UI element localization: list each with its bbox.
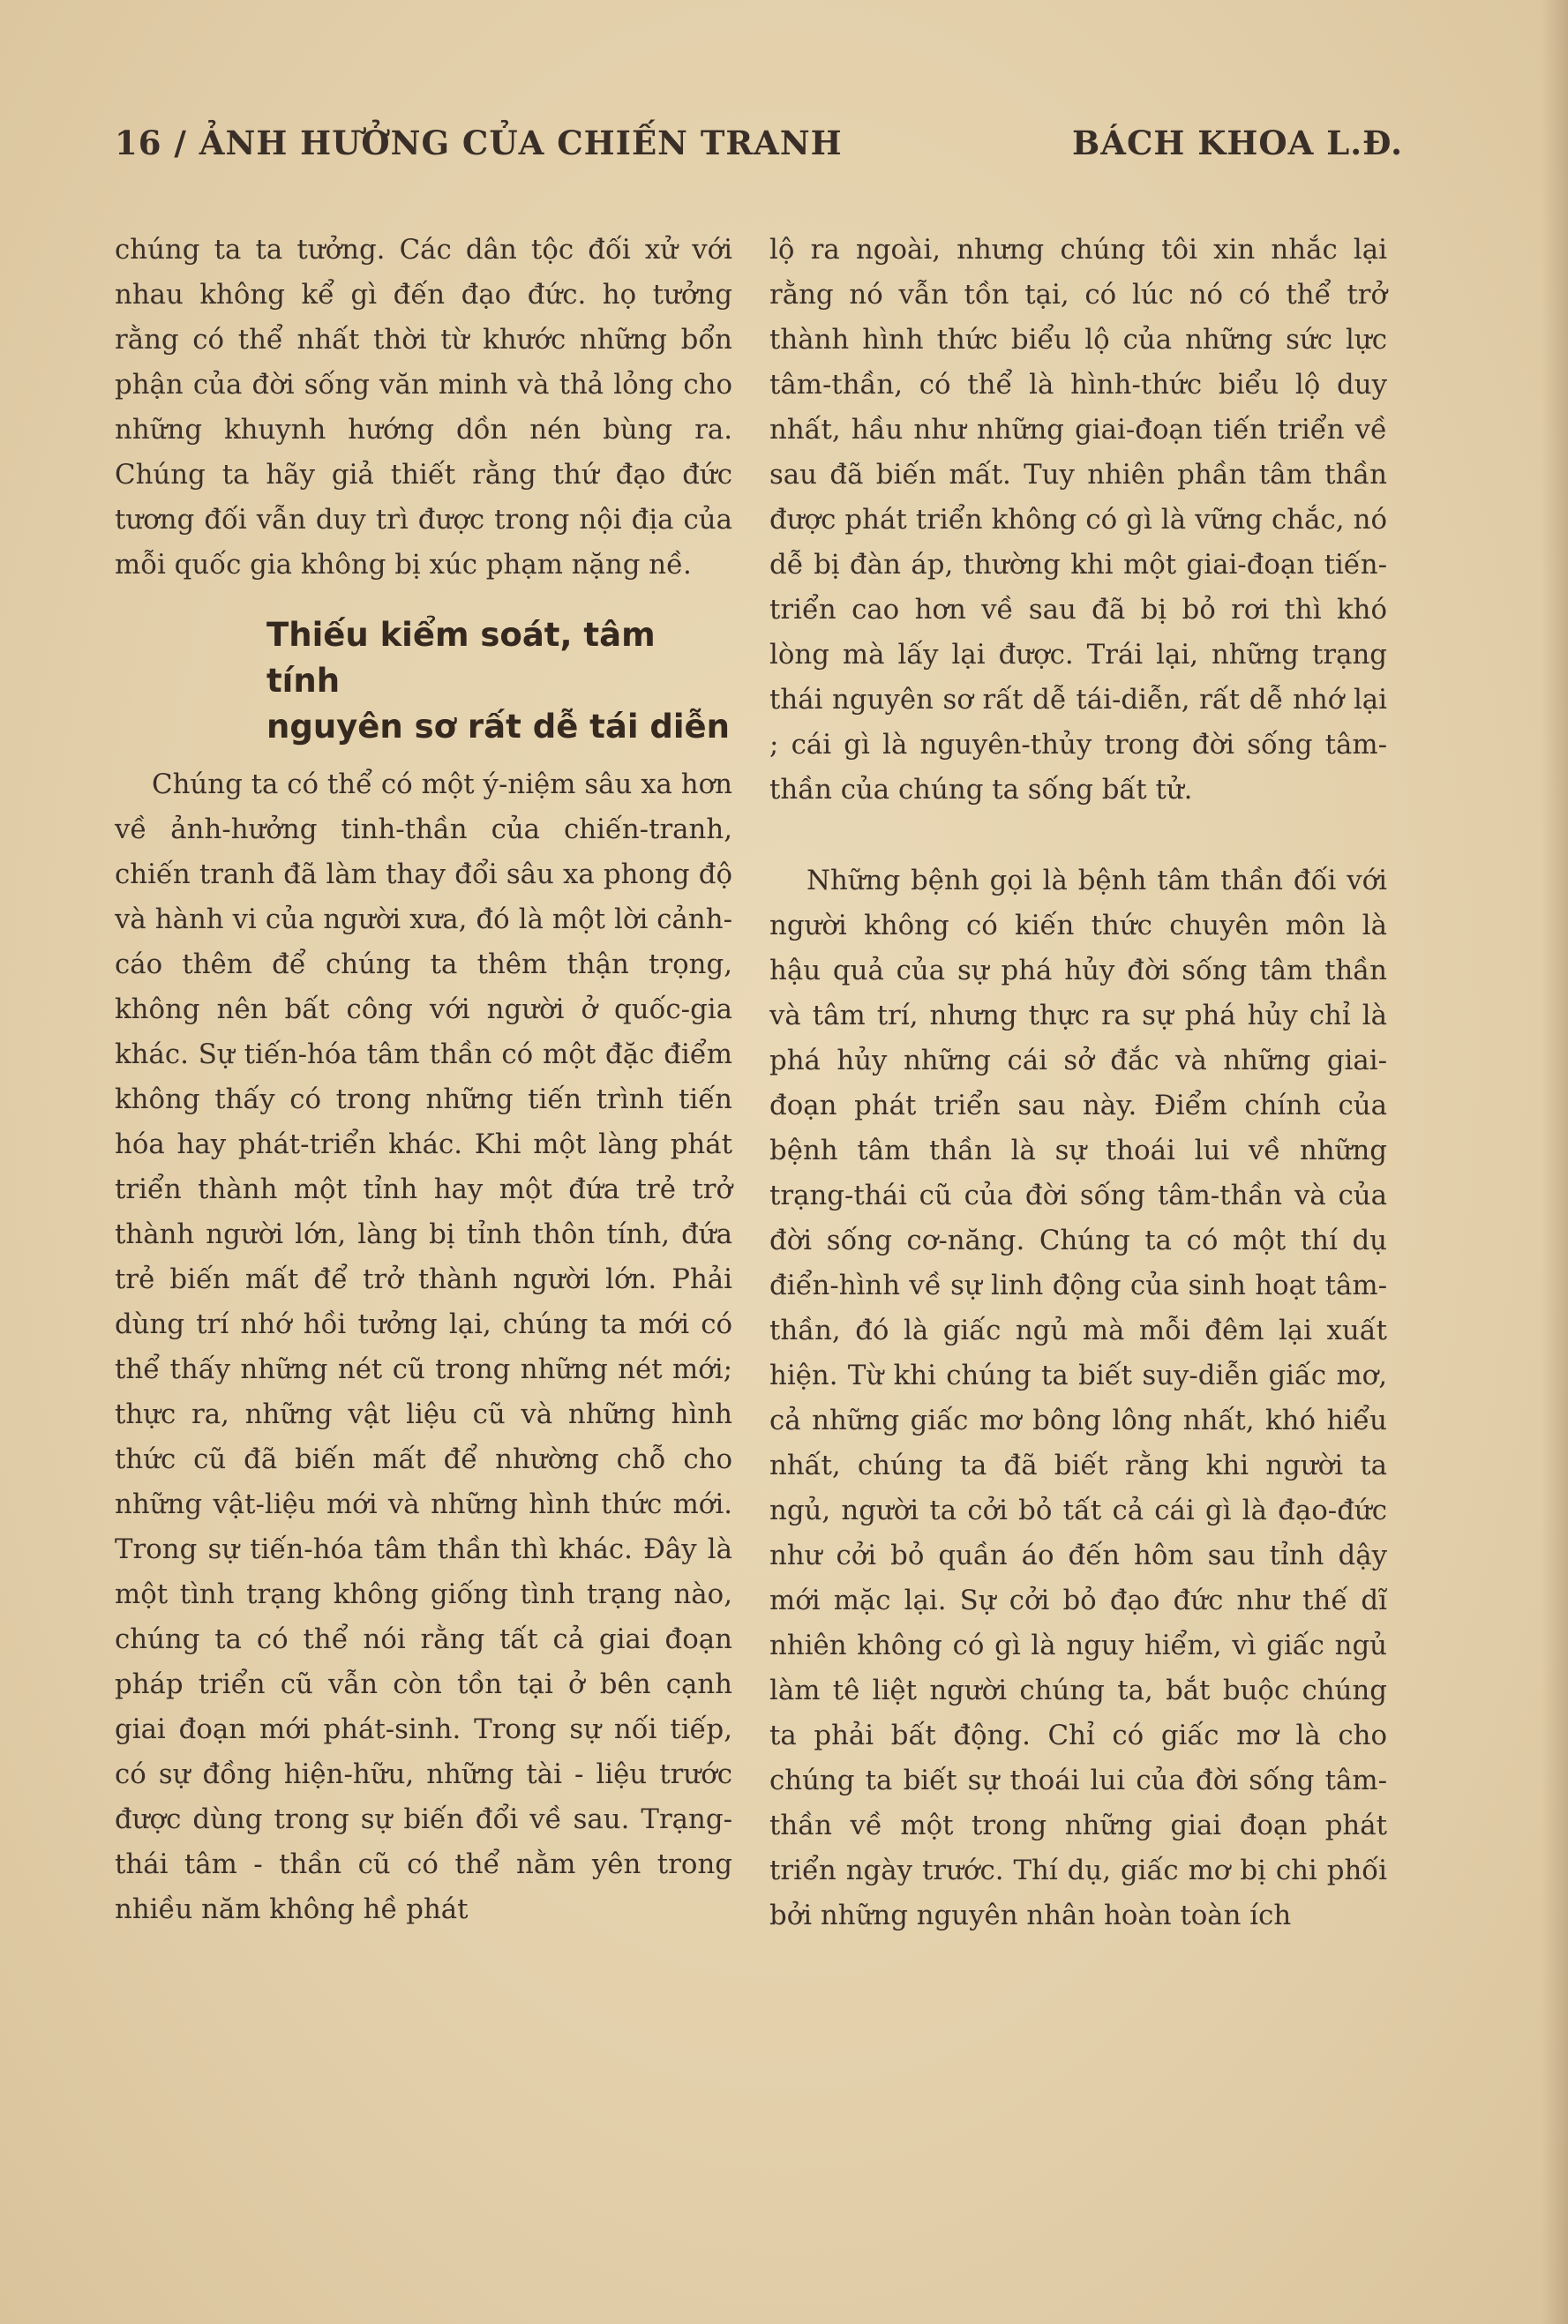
- left-column: [115, 228, 732, 1932]
- header-separator: /: [174, 124, 187, 162]
- page-number: 16: [115, 124, 162, 162]
- journal-name: BÁCH KHOA L.Đ.: [1071, 124, 1403, 162]
- right-paragraph-1: lộ ra ngoài, nhưng chúng tôi xin nhắc lại rằng nó vẫn tồn tại, có lúc nó có thể trở thành hình thức biểu lộ của những sức lực tâm-thần, có thể là hình-thức biểu lộ duy nhất, hầu như những giai-đoạn tiến triển về sau đã biến mất. Tuy nhiên phần tâm thần được phát triển không có gì là vững chắc, nó dễ bị đàn áp, thường khi một giai-đoạn tiến-triển cao hơn về sau đã bị bỏ rơi thì khó lòng mà lấy lại được. Trái lại, những trạng thái nguyên sơ rất dễ tái-diễn, rất dễ nhớ lại ; cái gì là nguyên-thủy trong đời sống tâm-thần của chúng ta sống bất tử.: [769, 234, 1387, 806]
- running-header: [115, 124, 1403, 176]
- right-paragraph-2: Những bệnh gọi là bệnh tâm thần đối với người không có kiến thức chuyên môn là hậu quả của sự phá hủy đời sống tâm thần và tâm trí, nhưng thực ra sự phá hủy chỉ là phá hủy những cái sở đắc và những giai-đoạn phát triển sau này. Điểm chính của bệnh tâm thần là sự thoái lui về những trạng-thái cũ của đời sống tâm-thần và của đời sống cơ-năng. Chúng ta có một thí dụ điển-hình về sự linh động của sinh hoạt tâm-thần, đó là giấc ngủ mà mỗi đêm lại xuất hiện. Từ khi chúng ta biết suy-diễn giấc mơ, cả những giấc mơ bông lông nhất, khó hiểu nhất, chúng ta đã biết rằng khi người ta ngủ, người ta cởi bỏ tất cả cái gì là đạo-đức như cởi bỏ quần áo đến hôm sau tỉnh dậy mới mặc lại. Sự cởi bỏ đạo đức như thế dĩ nhiên không có gì là nguy hiểm, vì giấc ngủ làm tê liệt người chúng ta, bắt buộc chúng ta phải bất động. Chỉ có giấc mơ là cho chúng ta biết sự thoái lui của đời sống tâm-thần về một trong những giai đoạn phát triển ngày trước. Thí dụ, giấc mơ bị chi phối bởi những nguyên nhân hoàn toàn ích: [769, 865, 1387, 1931]
- subheading-line-1: Thiếu kiểm soát, tâm tính: [266, 616, 656, 700]
- section-subheading: [115, 612, 732, 750]
- left-paragraph-1: chúng ta ta tưởng. Các dân tộc đối xử với nhau không kể gì đến đạo đức. họ tưởng rằng có thể nhất thời từ khước những bổn phận của đời sống văn minh và thả lỏng cho những khuynh hướng dồn nén bùng ra. Chúng ta hãy giả thiết rằng thứ đạo đức tương đối vẫn duy trì được trong nội địa của mỗi quốc gia không bị xúc phạm nặng nề.: [115, 234, 732, 581]
- header-left: [115, 124, 843, 162]
- subheading-line-2: nguyên sơ rất dễ tái diễn: [266, 708, 730, 746]
- left-paragraph-2: Chúng ta có thể có một ý-niệm sâu xa hơn về ảnh-hưởng tinh-thần của chiến-tranh, chiến tranh đã làm thay đổi sâu xa phong độ và hành vi của người xưa, đó là một lời cảnh-cáo thêm để chúng ta thêm thận trọng, không nên bất công với người ở quốc-gia khác. Sự tiến-hóa tâm thần có một đặc điểm không thấy có trong những tiến trình tiến hóa hay phát-triển khác. Khi một làng phát triển thành một tỉnh hay một đứa trẻ trở thành người lớn, làng bị tỉnh thôn tính, đứa trẻ biến mất để trở thành người lớn. Phải dùng trí nhớ hồi tưởng lại, chúng ta mới có thể thấy những nét cũ trong những nét mới; thực ra, những vật liệu cũ và những hình thức cũ đã biến mất để nhường chỗ cho những vật-liệu mới và những hình thức mới. Trong sự tiến-hóa tâm thần thì khác. Đây là một tình trạng không giống tình trạng nào, chúng ta có thể nói rằng tất cả giai đoạn pháp triển cũ vẫn còn tồn tại ở bên cạnh giai đoạn mới phát-sinh. Trong sự nối tiếp, có sự đồng hiện-hữu, những tài - liệu trước được dùng trong sự biến đổi về sau. Trạng-thái tâm - thần cũ có thể nằm yên trong nhiều năm không hề phát: [115, 768, 732, 1925]
- running-title: ẢNH HƯỞNG CỦA CHIẾN TRANH: [199, 124, 843, 162]
- right-column: [769, 228, 1387, 1938]
